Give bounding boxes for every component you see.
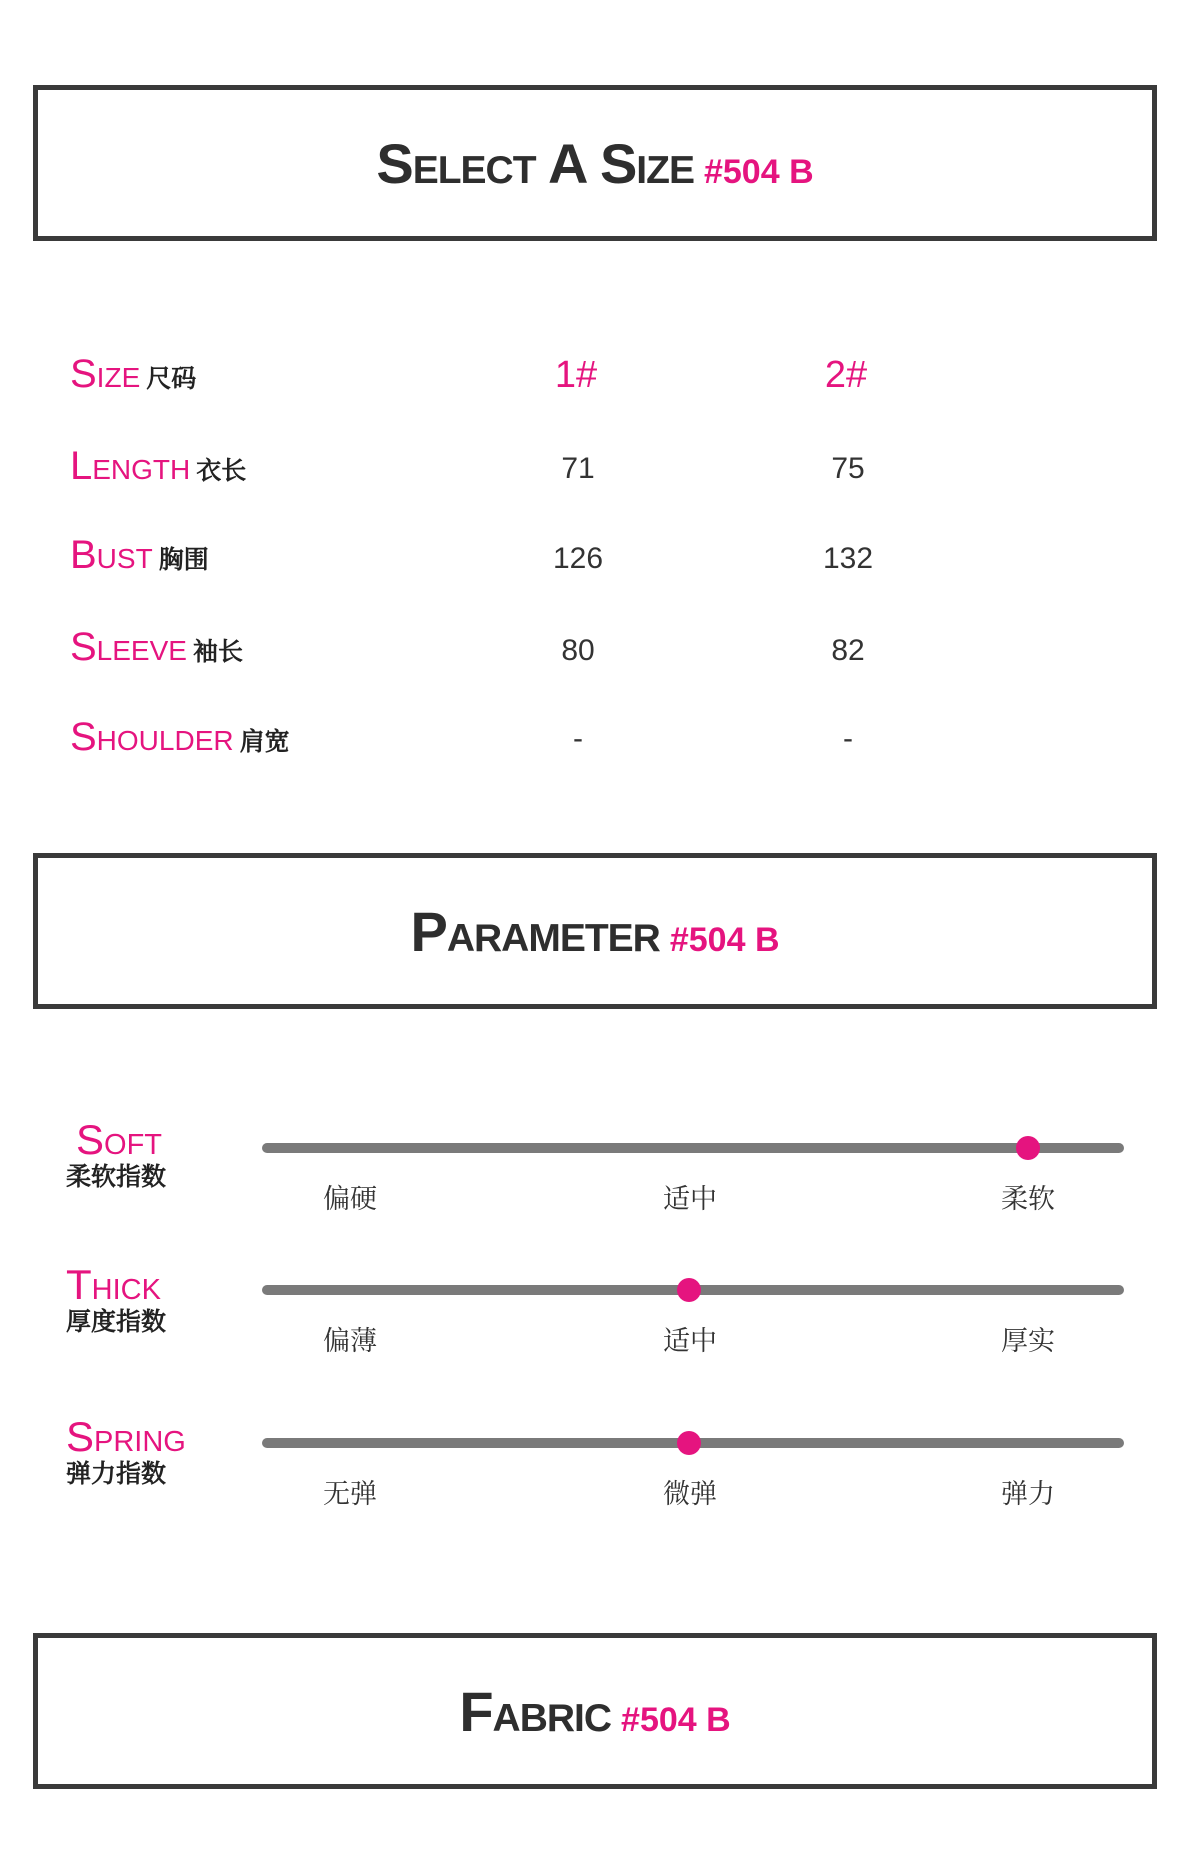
param-spring-indicator [677, 1431, 701, 1455]
fabric-section-title: Fabric [459, 1679, 612, 1743]
param-en: Soft [76, 1116, 162, 1163]
param-tick: 柔软 [1001, 1184, 1055, 1215]
size-row-en: Bust [70, 533, 153, 577]
param-en: Thick [66, 1261, 161, 1308]
param-tick: 微弹 [663, 1479, 717, 1510]
param-en: Spring [66, 1413, 186, 1460]
size-section-header [33, 85, 1157, 241]
size-shoulder-col1: - [573, 722, 583, 755]
size-header-label [70, 352, 196, 397]
param-tick: 偏硬 [323, 1184, 377, 1215]
param-tick: 厚实 [1001, 1326, 1055, 1357]
size-header-cn: 尺码 [146, 364, 197, 393]
param-cn: 柔软指数 [66, 1162, 167, 1191]
param-thick-track [262, 1285, 1124, 1357]
param-soft-label [66, 1118, 166, 1192]
parameter-section-header [33, 853, 1157, 1009]
size-section-title: Select A Size [376, 131, 694, 195]
size-bust-col1: 126 [552, 542, 604, 575]
size-row-en: Shoulder [70, 715, 234, 759]
size-col1-header: 1# [554, 354, 598, 396]
size-sleeve-col2: 82 [831, 634, 865, 667]
size-row-sleeve-label [70, 625, 243, 670]
size-row-en: Length [70, 444, 191, 488]
size-row-cn: 胸围 [158, 545, 209, 574]
param-cn: 厚度指数 [66, 1307, 167, 1336]
size-row-shoulder-label [70, 715, 290, 760]
size-row-cn: 肩宽 [239, 727, 290, 756]
size-row-en: Sleeve [70, 625, 187, 669]
size-row-cn: 袖长 [192, 637, 243, 666]
size-section-code: #504 B [703, 152, 814, 191]
param-thick-label [66, 1263, 166, 1337]
size-bust-col2: 132 [822, 542, 874, 575]
param-thick-indicator [677, 1278, 701, 1302]
param-spring-track [262, 1438, 1124, 1510]
param-tick: 适中 [663, 1184, 717, 1215]
size-length-col1: 71 [561, 452, 595, 485]
parameter-section-title: Parameter [410, 899, 660, 963]
parameter-section-code: #504 B [669, 920, 780, 959]
size-sleeve-col1: 80 [561, 634, 595, 667]
param-tick: 无弹 [323, 1479, 377, 1510]
size-shoulder-col2: - [843, 722, 853, 755]
size-row-bust-label [70, 533, 209, 578]
param-spring-label [66, 1415, 186, 1489]
size-length-col2: 75 [831, 452, 865, 485]
size-header-en: Size [70, 352, 141, 396]
size-col2-header: 2# [824, 354, 868, 396]
fabric-section-header [33, 1633, 1157, 1789]
param-tick: 适中 [663, 1326, 717, 1357]
param-tick: 弹力 [1001, 1479, 1055, 1510]
fabric-section-code: #504 B [621, 1700, 731, 1739]
param-tick: 偏薄 [323, 1326, 377, 1357]
size-row-length-label [70, 444, 246, 489]
size-row-cn: 衣长 [196, 456, 247, 485]
param-cn: 弹力指数 [66, 1459, 167, 1488]
param-soft-track [262, 1143, 1124, 1215]
param-soft-indicator [1016, 1136, 1040, 1160]
